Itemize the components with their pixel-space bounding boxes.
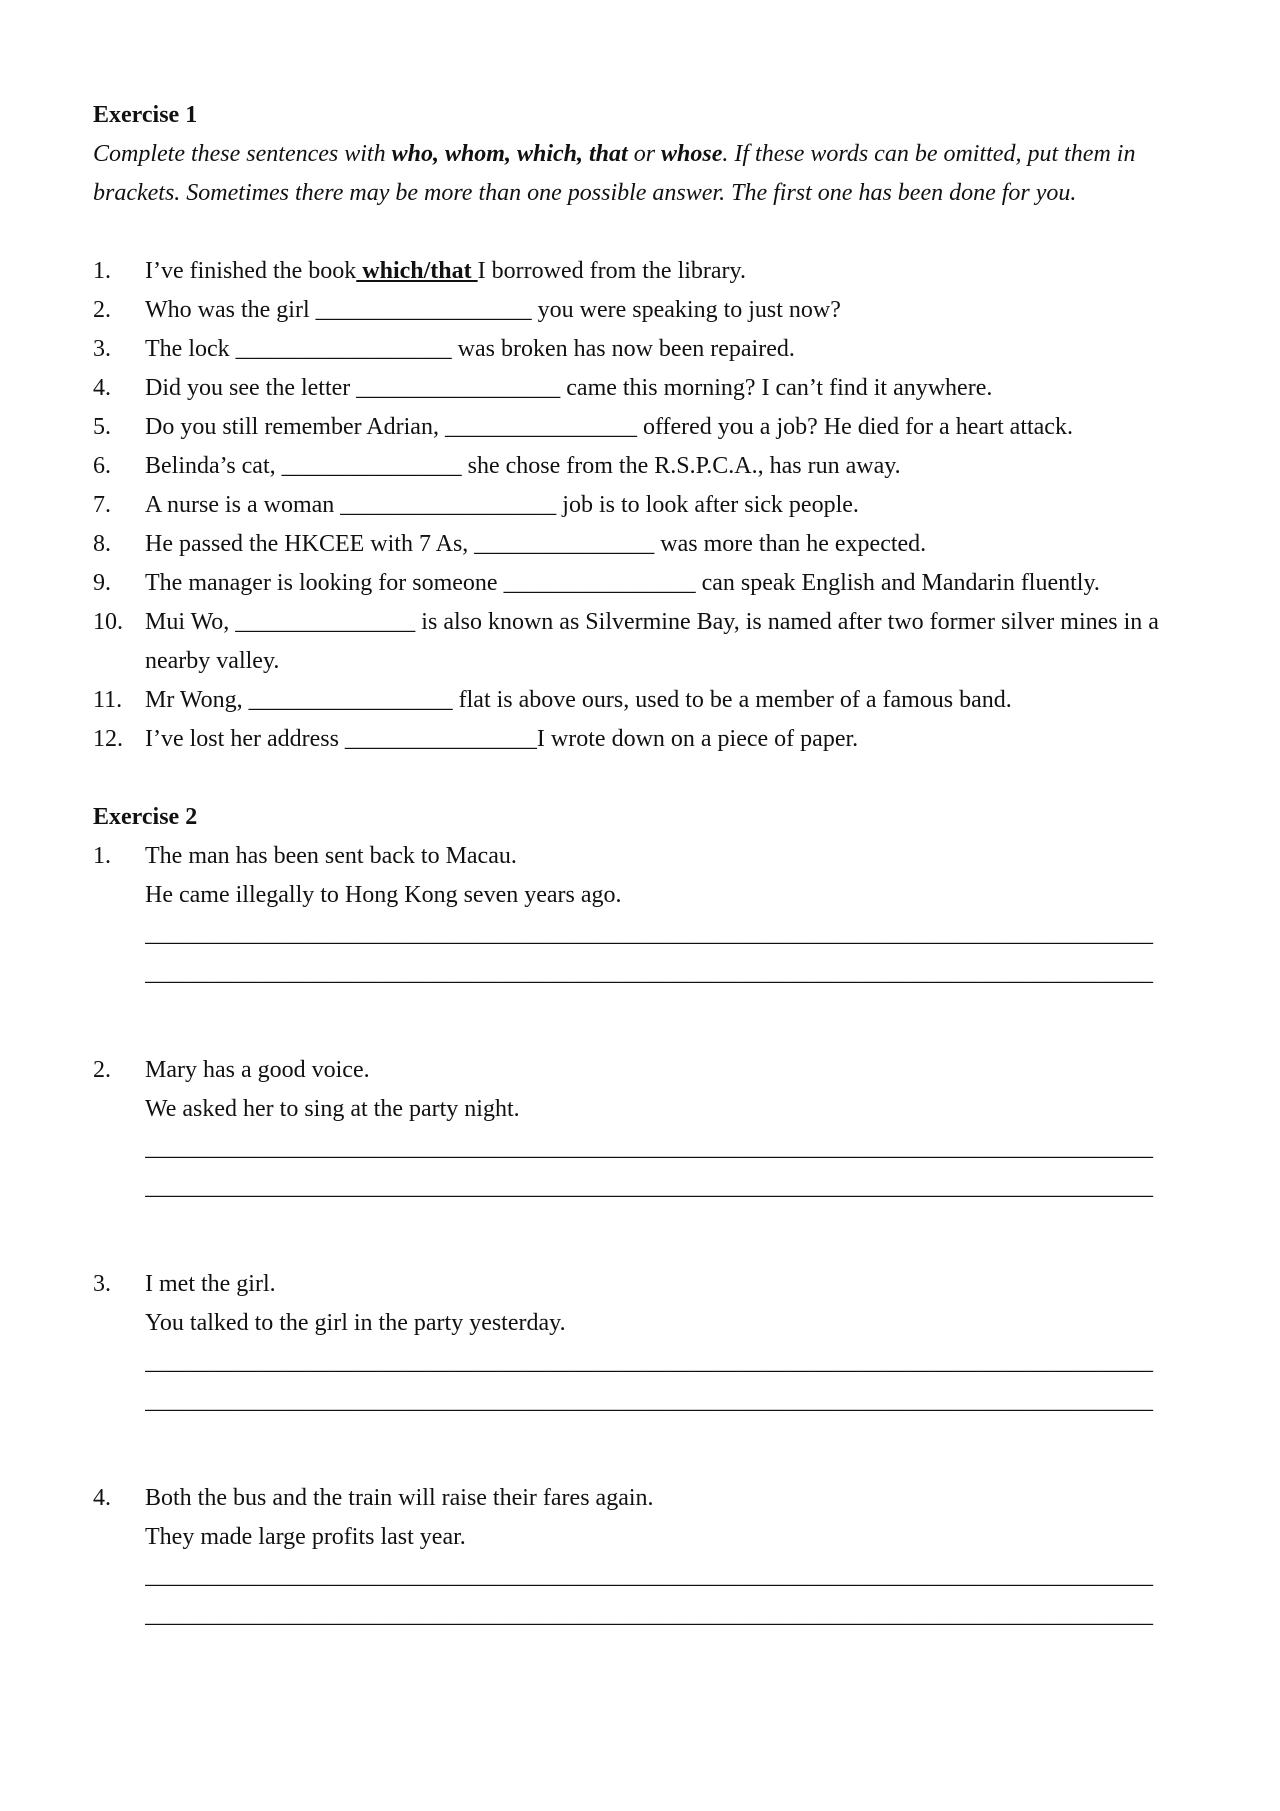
question-text: Mui Wo, _______________ is also known as Silvermine Bay, is named after two former silver mines in a nearby valley. [145, 609, 1159, 674]
exercise-1-instructions: Complete these sentences with who, whom, which, that or whose. If these words can be omitted, put them in brackets. Sometimes there may be more than one possible answer. The first one has been done for you. [93, 141, 1136, 206]
sentence-2: They made large profits last year. [145, 1524, 466, 1550]
item-number: 4. [93, 1485, 111, 1511]
example-answer: which/that [356, 258, 478, 284]
answer-line[interactable]: ____________________________________________________________________________________ [145, 960, 1153, 986]
question-text: Mr Wong, _________________ flat is above ours, used to be a member of a famous band. [145, 687, 1012, 713]
sentence-1: The man has been sent back to Macau. [145, 843, 517, 869]
question-2 [93, 291, 1193, 330]
exercise-1-list [93, 252, 1193, 759]
question-4 [93, 369, 1193, 408]
question-number: 1. [93, 258, 111, 284]
question-text: Who was the girl __________________ you were speaking to just now? [145, 297, 841, 323]
answer-line[interactable]: ____________________________________________________________________________________ [145, 1135, 1153, 1161]
question-number: 10. [93, 609, 123, 635]
combine-item-2 [93, 1051, 1193, 1207]
combine-item-3 [93, 1265, 1193, 1421]
question-text: Did you see the letter _________________ came this morning? I can’t find it anywhere. [145, 375, 993, 401]
item-number: 3. [93, 1271, 111, 1297]
answer-line[interactable]: ____________________________________________________________________________________ [145, 1563, 1153, 1589]
question-text: A nurse is a woman __________________ job is to look after sick people. [145, 492, 859, 518]
sentence-1: Mary has a good voice. [145, 1057, 370, 1083]
sentence-2: We asked her to sing at the party night. [145, 1096, 520, 1122]
answer-line[interactable]: ____________________________________________________________________________________ [145, 921, 1153, 947]
exercise-2-title: Exercise 2 [93, 804, 198, 830]
question-12 [93, 720, 1193, 759]
question-10 [93, 603, 1193, 681]
question-text: He passed the HKCEE with 7 As, _______________ was more than he expected. [145, 531, 927, 557]
exercise-1-title: Exercise 1 [93, 102, 198, 128]
question-number: 12. [93, 726, 123, 752]
question-text: I’ve lost her address ________________I wrote down on a piece of paper. [145, 726, 859, 752]
question-number: 3. [93, 336, 111, 362]
question-text: Do you still remember Adrian, ________________ offered you a job? He died for a heart attack. [145, 414, 1073, 440]
question-6 [93, 447, 1193, 486]
question-number: 4. [93, 375, 111, 401]
question-11 [93, 681, 1193, 720]
question-text: Belinda’s cat, _______________ she chose from the R.S.P.C.A., has run away. [145, 453, 901, 479]
combine-item-1 [93, 837, 1193, 993]
answer-line[interactable]: ____________________________________________________________________________________ [145, 1349, 1153, 1375]
sentence-2: He came illegally to Hong Kong seven years ago. [145, 882, 622, 908]
answer-line[interactable]: ____________________________________________________________________________________ [145, 1602, 1153, 1628]
question-1: 1. I’ve finished the book which/that I borrowed from the library. [93, 252, 1193, 291]
question-number: 5. [93, 414, 111, 440]
question-8 [93, 525, 1193, 564]
question-5 [93, 408, 1193, 447]
worksheet-page [93, 96, 1193, 1693]
question-text: The manager is looking for someone ________________ can speak English and Mandarin fluently. [145, 570, 1100, 596]
sentence-1: I met the girl. [145, 1271, 276, 1297]
answer-line[interactable]: ____________________________________________________________________________________ [145, 1174, 1153, 1200]
item-number: 1. [93, 843, 111, 869]
combine-item-4 [93, 1479, 1193, 1635]
answer-line[interactable]: ____________________________________________________________________________________ [145, 1388, 1153, 1414]
question-9 [93, 564, 1193, 603]
sentence-2: You talked to the girl in the party yesterday. [145, 1310, 566, 1336]
question-7 [93, 486, 1193, 525]
question-number: 8. [93, 531, 111, 557]
question-number: 2. [93, 297, 111, 323]
item-number: 2. [93, 1057, 111, 1083]
question-number: 11. [93, 687, 123, 713]
sentence-1: Both the bus and the train will raise their fares again. [145, 1485, 654, 1511]
question-3 [93, 330, 1193, 369]
question-number: 9. [93, 570, 111, 596]
exercise-2-section [93, 798, 1193, 1635]
question-text: The lock __________________ was broken has now been repaired. [145, 336, 795, 362]
question-number: 6. [93, 453, 111, 479]
question-number: 7. [93, 492, 111, 518]
